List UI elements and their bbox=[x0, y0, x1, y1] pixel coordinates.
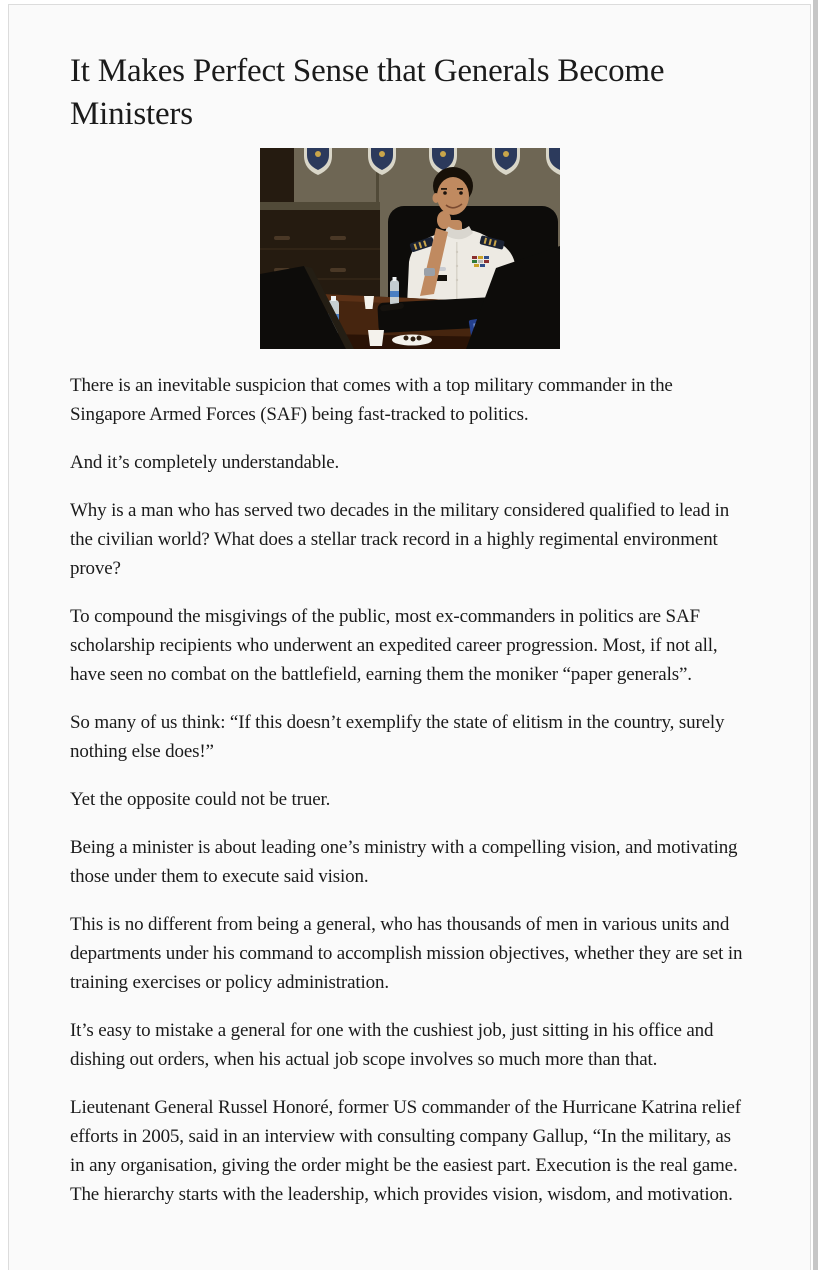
article-paragraph: So many of us think: “If this doesn’t exemplify the state of elitism in the country, surely nothing else does!” bbox=[70, 712, 725, 762]
article-paragraph: Why is a man who has served two decades in the military considered qualified to lead in the civilian world? What does a stellar track record in a highly regimental environment prove? bbox=[70, 500, 730, 579]
article-paragraph: There is an inevitable suspicion that comes with a top military commander in the Singapore Armed Forces (SAF) being fast-tracked to politics. bbox=[70, 375, 673, 425]
saf-officer-meeting-photo bbox=[260, 148, 560, 349]
article-content bbox=[9, 5, 810, 1209]
article-paragraph: To compound the misgivings of the public, most ex-commanders in politics are SAF scholarship recipients who underwent an expedited career progression. Most, if not all, have seen no combat on the battlefield, earning them the moniker “paper generals”. bbox=[70, 606, 718, 685]
article-body bbox=[70, 371, 749, 1209]
article-title: It Makes Perfect Sense that Generals Become Ministers bbox=[70, 53, 665, 132]
article-page bbox=[8, 4, 811, 1270]
article-hero-image bbox=[260, 148, 560, 349]
article-paragraph: This is no different from being a general, who has thousands of men in various units and departments under his command to accomplish mission objectives, whether they are set in training exercises or policy administration. bbox=[70, 914, 743, 993]
article-paragraph: And it’s completely understandable. bbox=[70, 452, 340, 473]
article-paragraph: It’s easy to mistake a general for one with the cushiest job, just sitting in his office and dishing out orders, when his actual job scope involves so much more than that. bbox=[70, 1020, 714, 1070]
scrollbar[interactable] bbox=[813, 0, 818, 1270]
article-paragraph: Yet the opposite could not be truer. bbox=[70, 789, 331, 810]
article-paragraph: Lieutenant General Russel Honoré, former US commander of the Hurricane Katrina relief efforts in 2005, said in an interview with consulting company Gallup, “In the military, as in any organisation, giving the order might be the easiest part. Execution is the real game. The hierarchy starts with the leadership, which provides vision, wisdom, and motivation. bbox=[70, 1097, 741, 1205]
photo-water-bottle-back bbox=[390, 277, 399, 306]
article-paragraph: Being a minister is about leading one’s ministry with a compelling vision, and motivating those under them to execute said vision. bbox=[70, 837, 738, 887]
